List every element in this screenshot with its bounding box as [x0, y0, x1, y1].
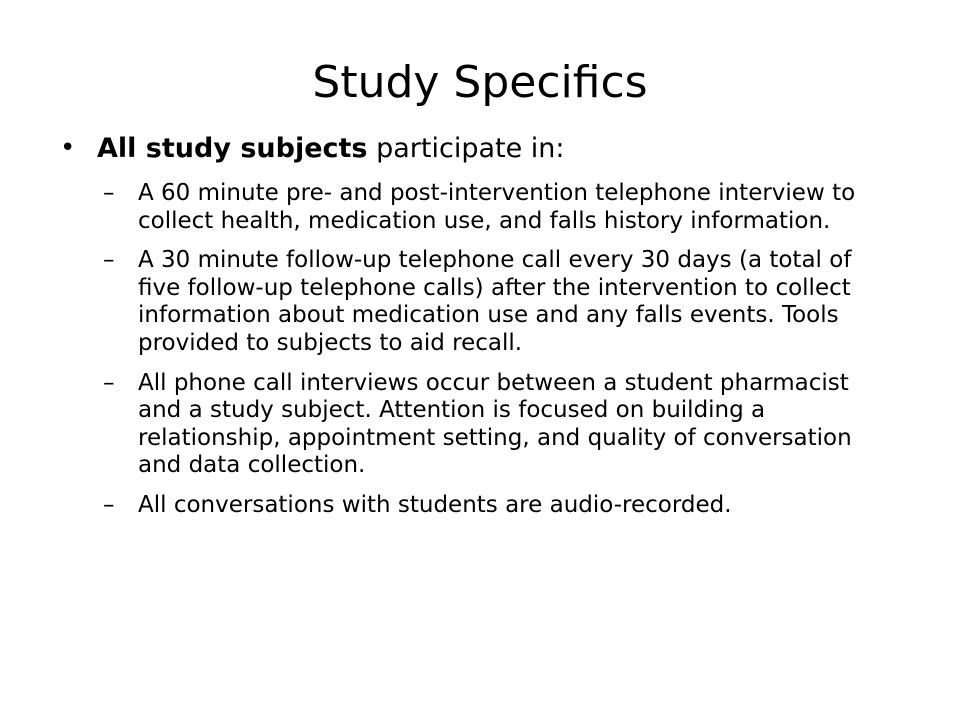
main-bullet-bold-text: All study subjects: [97, 133, 368, 164]
sub-bullet-1: [60, 180, 910, 235]
dash-marker: –: [103, 247, 115, 274]
main-bullet: [60, 133, 910, 166]
sub-bullet-text: A 60 minute pre- and post-intervention telephone interview to collect health, medication use, and falls history information.: [138, 179, 856, 234]
bullet-marker: •: [60, 133, 76, 163]
sub-bullet-3: [60, 370, 910, 480]
dash-marker: –: [103, 179, 115, 206]
sub-bullet-text: A 30 minute follow-up telephone call every 30 days (a total of five follow-up telephone calls) after the intervention to collect information about medication use and any falls events. Tools provided to subjects to aid recall.: [138, 247, 852, 356]
main-bullet-text: [97, 133, 565, 166]
sub-bullet-text: All conversations with students are audio-recorded.: [138, 491, 732, 518]
main-bullet-rest-text: participate in:: [367, 133, 565, 164]
dash-marker: –: [103, 491, 115, 518]
slide-content: [60, 133, 910, 531]
sub-bullet-4: [60, 492, 910, 520]
sub-bullet-2: [60, 247, 910, 357]
dash-marker: –: [103, 369, 115, 396]
slide-title: Study Specifics: [312, 57, 648, 108]
sub-bullet-text: All phone call interviews occur between a student pharmacist and a study subject. Attention is focused on building a relationship, appointment setting, and quality of conversation and data collection.: [138, 369, 852, 479]
